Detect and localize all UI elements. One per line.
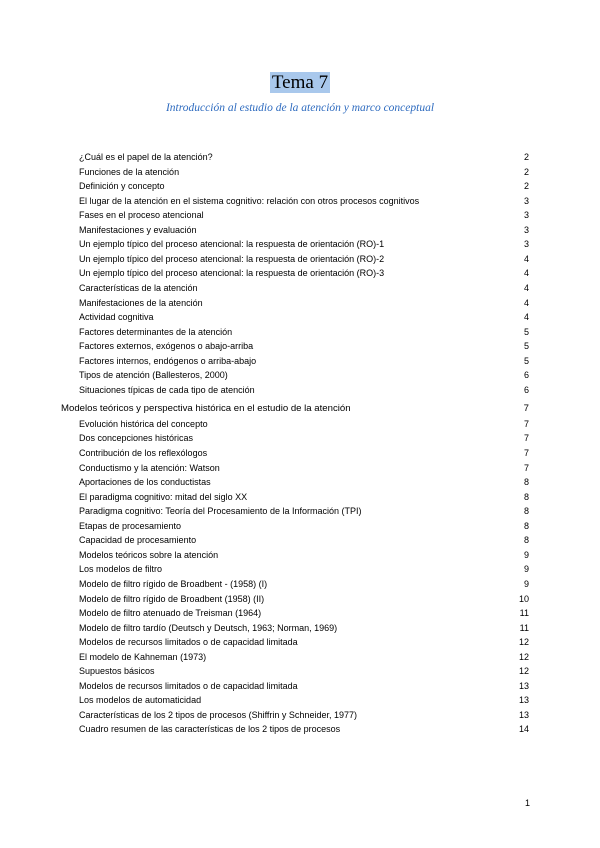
toc-entry[interactable] [79,266,529,280]
toc-entry-label: Factores determinantes de la atención [79,326,233,337]
page-number: 1 [524,798,530,808]
toc-entry-label: Funciones de la atención [79,166,180,177]
toc-entry-page: 13 [518,695,529,706]
toc-entry-label: Un ejemplo típico del proceso atencional: la respuesta de orientación (RO)-3 [79,268,385,279]
toc-entry-label: Modelo de filtro rígido de Broadbent (1958) (II) [79,593,265,604]
toc-entry-page: 11 [519,622,529,633]
toc-entry-page: 6 [523,370,529,381]
toc-entry[interactable] [79,431,529,445]
toc-entry-label: Etapas de procesamiento [79,520,182,531]
toc-entry[interactable] [79,693,529,707]
toc-entry[interactable] [79,664,529,678]
toc-entry-page: 12 [518,651,529,662]
toc-entry-page: 5 [523,355,529,366]
toc-entry-label: Actividad cognitiva [79,312,154,323]
toc-entry-page: 9 [523,578,529,589]
toc-entry[interactable] [79,194,529,208]
toc-entry[interactable] [79,461,529,475]
toc-entry-label: Modelo de filtro rígido de Broadbent - (1958) (I) [79,578,268,589]
toc-entry-page: 4 [523,312,529,323]
toc-entry-page: 5 [523,326,529,337]
toc-entry[interactable] [79,339,529,353]
toc-entry[interactable] [79,368,529,382]
toc-entry-label: Modelos de recursos limitados o de capacidad limitada [79,637,298,648]
toc-entry[interactable] [79,650,529,664]
toc-entry-label: Manifestaciones y evaluación [79,224,197,235]
toc-entry-page: 3 [523,195,529,206]
toc-entry-label: Modelos de recursos limitados o de capacidad limitada [79,680,298,691]
toc-entry-label: Modelo de filtro atenuado de Treisman (1964) [79,608,262,619]
toc-entry-label: Cuadro resumen de las características de los 2 tipos de procesos [79,724,341,735]
toc-entry[interactable] [79,606,529,620]
toc-entry-label: Un ejemplo típico del proceso atencional: la respuesta de orientación (RO)-1 [79,239,385,250]
toc-entry[interactable] [79,150,529,164]
toc-entry-page: 8 [523,520,529,531]
toc-entry[interactable] [79,621,529,635]
toc-entry-page: 7 [523,462,529,473]
toc-entry-label: Definición y concepto [79,181,165,192]
toc-entry-page: 13 [518,709,529,720]
toc-entry[interactable] [79,252,529,266]
toc-entry-page: 7 [523,418,529,429]
toc-entry-page: 8 [523,535,529,546]
toc-entry-label: Paradigma cognitivo: Teoría del Procesamiento de la Información (TPI) [79,506,362,517]
toc-entry-page: 3 [523,210,529,221]
toc-entry[interactable] [79,475,529,489]
toc-entry-label: Situaciones típicas de cada tipo de atención [79,384,255,395]
toc-entry-label: Los modelos de automaticidad [79,695,202,706]
toc-entry-page: 6 [523,384,529,395]
toc-entry-page: 4 [523,268,529,279]
toc-entry[interactable] [79,223,529,237]
toc-entry[interactable] [79,165,529,179]
toc-entry[interactable] [79,237,529,251]
toc-entry-page: 10 [518,593,529,604]
toc-entry[interactable] [79,179,529,193]
toc-entry-label: Aportaciones de los conductistas [79,477,211,488]
toc-entry[interactable] [79,446,529,460]
toc-entry[interactable] [79,592,529,606]
toc-entry-label: Conductismo y la atención: Watson [79,462,220,473]
toc-entry-label: Evolución histórica del concepto [79,418,208,429]
toc-entry[interactable] [79,208,529,222]
toc-entry-label: Capacidad de procesamiento [79,535,197,546]
toc-entry-label: Dos concepciones históricas [79,433,194,444]
toc-entry[interactable] [79,383,529,397]
toc-entry[interactable] [79,722,529,736]
toc-entry-page: 2 [523,166,529,177]
toc-entry[interactable] [79,577,529,591]
toc-entry-page: 8 [523,491,529,502]
toc-entry[interactable] [79,296,529,310]
toc-entry-page: 11 [519,608,529,619]
toc-entry-page: 7 [523,403,529,415]
toc-entry[interactable] [79,354,529,368]
toc-entry[interactable] [79,325,529,339]
toc-entry-label: El lugar de la atención en el sistema cognitivo: relación con otros procesos cognitivos [79,195,420,206]
toc-entry-page: 9 [523,549,529,560]
toc-entry-page: 8 [523,477,529,488]
toc-entry-label: El paradigma cognitivo: mitad del siglo XX [79,491,248,502]
toc-entry-page: 3 [523,224,529,235]
toc-entry[interactable] [79,417,529,431]
toc-entry-label: Contribución de los reflexólogos [79,448,208,458]
toc-entry-page: 8 [523,506,529,517]
toc-entry-page: 13 [518,680,529,691]
toc-entry-label: Características de los 2 tipos de procesos (Shiffrin y Schneider, 1977) [79,709,357,720]
toc-entry-page: 7 [523,433,529,444]
toc-section-heading[interactable] [61,402,529,416]
toc-entry-label: Factores externos, exógenos o abajo-arriba [79,341,254,352]
document-subtitle: Introducción al estudio de la atención y marco conceptual [165,102,435,114]
toc-entry-label: Un ejemplo típico del proceso atencional: la respuesta de orientación (RO)-2 [79,253,385,264]
toc-entry-page: 12 [518,637,529,648]
toc-entry[interactable] [79,635,529,649]
toc-entry-page: 2 [523,152,529,162]
toc-entry[interactable] [79,533,529,547]
toc-entry[interactable] [79,708,529,722]
toc-entry-label: Supuestos básicos [79,666,155,677]
toc-entry-page: 4 [523,282,529,293]
toc-entry-page: 4 [523,253,529,264]
toc-entry[interactable] [79,310,529,324]
toc-entry-page: 12 [518,666,529,677]
toc-entry-page: 2 [523,181,529,192]
toc-entry[interactable] [79,504,529,518]
toc-entry-label: Los modelos de filtro [79,564,163,575]
toc-entry-label: ¿Cuál es el papel de la atención? [79,152,213,162]
toc-entry-label: Características de la atención [79,282,198,293]
toc-entry-label: Fases en el proceso atencional [79,210,204,221]
toc-entry[interactable] [79,679,529,693]
toc-entry-page: 14 [518,724,529,735]
toc-entry[interactable] [79,548,529,562]
toc-entry-label: Modelos teóricos sobre la atención [79,549,219,560]
title-text: Tema 7 [271,72,329,93]
toc-entry-page: 3 [523,239,529,250]
toc-entry-label: El modelo de Kahneman (1973) [79,651,207,662]
toc-entry-label: Modelo de filtro tardío (Deutsch y Deutsch, 1963; Norman, 1969) [79,622,338,633]
toc-entry[interactable] [79,490,529,504]
toc-entry-label: Factores internos, endógenos o arriba-abajo [79,355,257,366]
toc-entry[interactable] [79,281,529,295]
toc-entry-label: Tipos de atención (Ballesteros, 2000) [79,370,228,381]
toc-entry-label: Modelos teóricos y perspectiva histórica en el estudio de la atención [61,403,351,415]
toc-entry-page: 5 [523,341,529,352]
toc-entry-label: Manifestaciones de la atención [79,297,203,308]
toc-entry-page: 4 [523,297,529,308]
toc-entry-page: 7 [523,448,529,458]
toc-entry[interactable] [79,519,529,533]
toc-entry[interactable] [79,562,529,576]
toc-entry-page: 9 [523,564,529,575]
document-title [0,72,600,94]
